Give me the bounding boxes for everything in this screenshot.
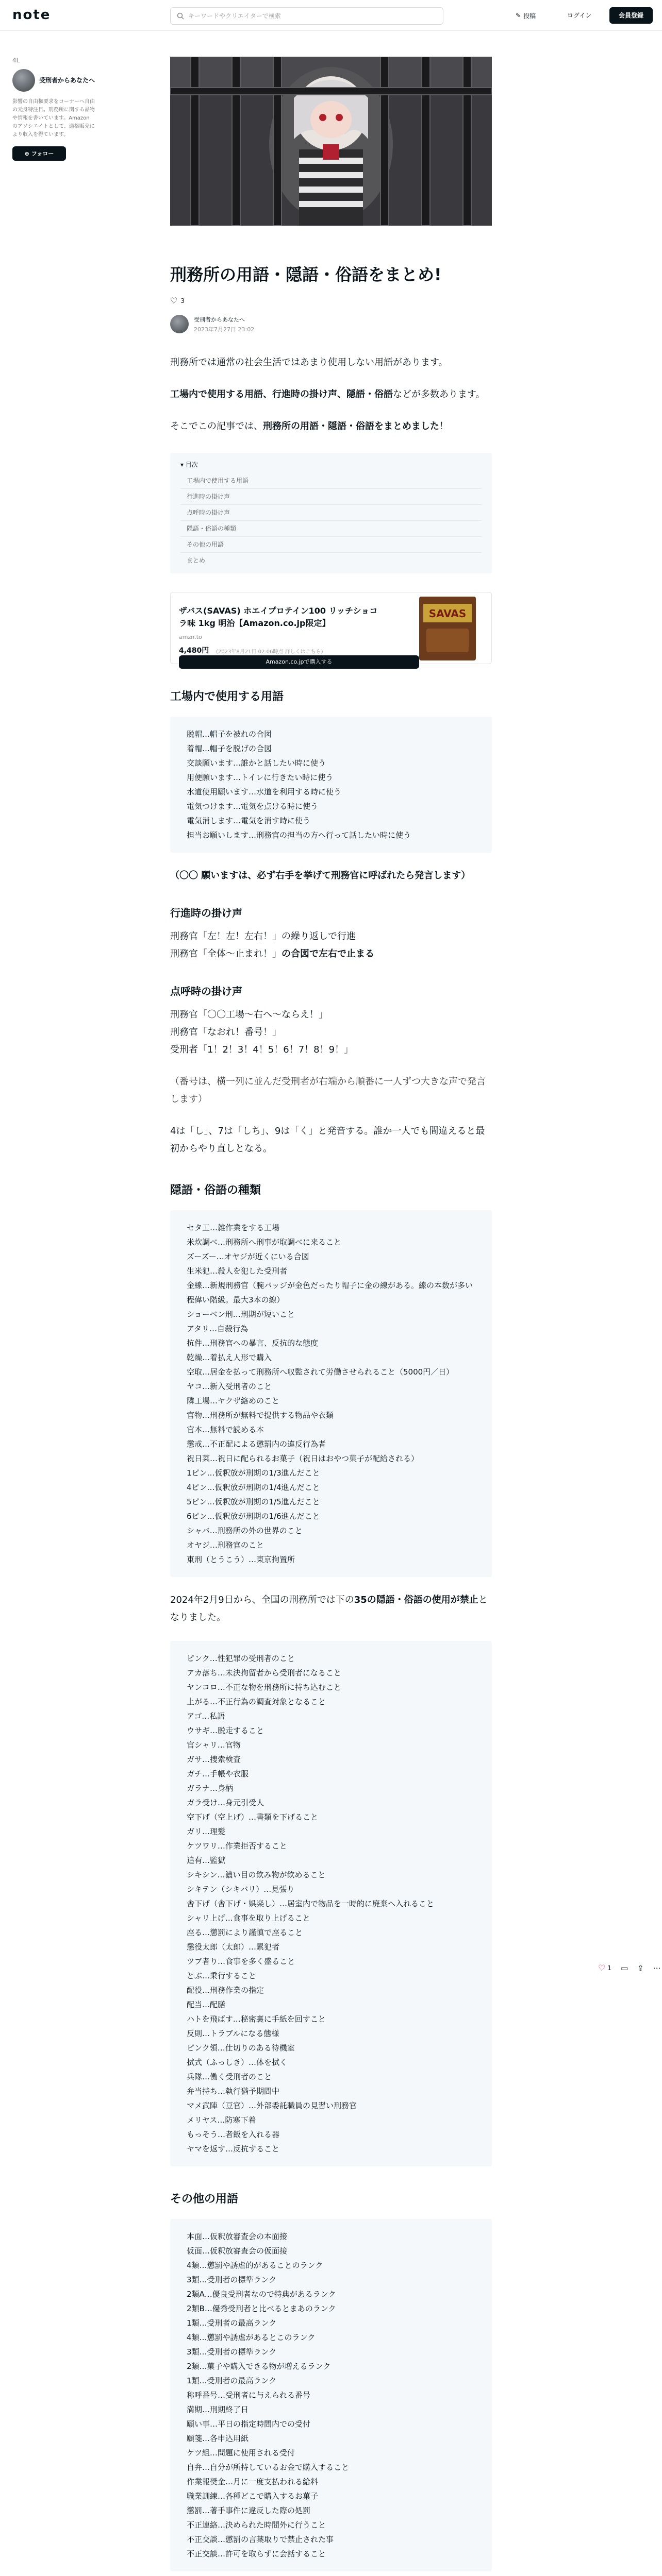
list-item: ガリ…理髪 — [187, 1827, 226, 1836]
slang-list — [170, 1210, 492, 1577]
list-item: 称呼番号…受刑者に与えられる番号 — [187, 2391, 311, 2400]
avatar[interactable] — [12, 69, 35, 92]
list-item: 金線…新規刑務官（腕バッジが金色だったり帽子に金の線がある。線の本数が多い程偉い階級。最大3本の線） — [187, 1281, 473, 1304]
list-item: 反則…トラブルになる態様 — [187, 2029, 279, 2038]
intro-bold: 刑務所の用語・隠語・俗語をまとめました — [263, 421, 439, 432]
note-text: 4は「し」、7は「しち」、9は「く」と発音する。誰か一人でも間違えると最初からやり直しとなる。 — [170, 1126, 485, 1154]
list-item: 空取…居金を払って刑務所へ収監されて労働させられること（5000円／日） — [187, 1367, 454, 1377]
list-item: アゴ…私語 — [187, 1711, 225, 1721]
list-item: シャバ…刑務所の外の世界のこと — [187, 1526, 303, 1535]
more-icon[interactable]: ⋯ — [653, 1963, 661, 1973]
list-item: 東刑（とうこう）…東京拘置所 — [187, 1555, 295, 1564]
list-item: ヤンコロ…不正な物を刑務所に持ち込むこと — [187, 1683, 341, 1692]
list-item: マメ武陣（豆官）…外部委託職員の見習い刑務官 — [187, 2101, 357, 2110]
note-text: （番号は、横一列に並んだ受刑者が右端から順番に一人ずつ大きな声で発言します） — [170, 1076, 486, 1105]
sidebar-author-name[interactable]: 受刑者からあなたへ — [39, 76, 95, 84]
list-item: 交談願います…誰かと話したい時に使う — [187, 758, 326, 768]
list-item: 拭式（ふっしき）…体を拭く — [187, 2058, 288, 2067]
list-item: 懲役太郎（太郎）…累犯者 — [187, 1942, 280, 1952]
banned-slang-list — [170, 1641, 492, 2166]
avatar[interactable] — [170, 315, 189, 333]
list-item: アタリ…自殺行為 — [187, 1324, 248, 1333]
toc-item[interactable]: まとめ — [187, 557, 206, 564]
intro-bold: 工場内で使用する用語、行進時の掛け声、隠語・俗語 — [170, 389, 393, 400]
intro-line — [170, 418, 492, 435]
list-item: 着帽…帽子を脱げの合図 — [187, 744, 272, 753]
list-item: 満期…刑期終了日 — [187, 2405, 249, 2414]
table-of-contents — [170, 453, 492, 573]
product-image-label: SAVAS — [428, 607, 467, 620]
intro-line — [170, 386, 492, 403]
toc-header[interactable] — [180, 460, 482, 469]
list-item: ウサギ…脱走すること — [187, 1726, 264, 1735]
toc-item[interactable]: その他の用語 — [180, 537, 482, 553]
list-item: ケツワリ…作業拒否すること — [187, 1841, 287, 1851]
comment-icon[interactable]: ▭ — [620, 1963, 628, 1973]
list-item: オヤジ…刑務官のこと — [187, 1540, 264, 1550]
list-item: アカ落ち…未決拘留者から受刑者になること — [187, 1668, 341, 1677]
list-item: 官シャリ…官物 — [187, 1740, 241, 1750]
signup-button[interactable]: 会員登録 — [609, 7, 653, 24]
list-item: 3類…受刑者の標準ランク — [187, 2347, 277, 2357]
list-item: 6ピン…仮釈放が刑期の1/6進んだこと — [187, 1512, 320, 1521]
chant-line: 受刑者「1！2！3！4！5！6！7！8！9！」 — [170, 1044, 354, 1055]
list-item: シキテン（シキバリ）…見張り — [187, 1885, 295, 1894]
share-icon[interactable]: ⇪ — [637, 1963, 644, 1973]
heart-icon[interactable]: ♡ — [598, 1963, 606, 1973]
list-item: 不正交談…懲罰の言葉取りで禁止された事 — [187, 2535, 334, 2544]
list-item: ヤコ…新入受刑者のこと — [187, 1382, 272, 1391]
list-item: 自弁…自分が所持しているお金で購入すること — [187, 2463, 350, 2472]
list-item: 本面…仮釈放審査会の本面接 — [187, 2232, 288, 2241]
list-item: 官物…刑務所が無料で提供する物品や衣類 — [187, 1411, 334, 1420]
price-note: (2023年8月21日 02:06時点 詳しくはこちら) — [216, 649, 323, 655]
like-count: 3 — [180, 297, 185, 304]
list-item: 願い事…平日の指定時間内での受付 — [187, 2419, 311, 2429]
hero-image — [170, 57, 492, 226]
list-item: 座る…懲罰により謹慎で座ること — [187, 1928, 303, 1937]
list-item: ガサ…捜索検査 — [187, 1755, 241, 1764]
product-card[interactable] — [170, 592, 492, 664]
list-item: 2類B…優秀受刑者と比べるとまあのランク — [187, 2304, 336, 2313]
article-title: 刑務所の用語・隠語・俗語をまとめ! — [170, 265, 442, 284]
list-item: シャリ上げ…食事を取り上げること — [187, 1913, 310, 1923]
product-title[interactable]: ザバス(SAVAS) ホエイプロテイン100 リッチショコラ味 1kg 明治【Amazon.co.jp限定】 — [179, 606, 378, 628]
list-item: 4類…懲罰や誘虐的があることのランク — [187, 2261, 323, 2270]
list-item: 配役…刑務作業の指定 — [187, 1986, 264, 1995]
follow-label: フォロー — [31, 150, 54, 157]
intro-text: そこでこの記事では、 — [170, 421, 263, 432]
list-item: 5ピン…仮釈放が刑期の1/5進んだこと — [187, 1497, 320, 1506]
author-sidebar — [12, 57, 95, 161]
list-item: ハトを飛ばす…秘密裏に手紙を回すこと — [187, 2014, 326, 2024]
list-item: 電気消します…電気を消す時に使う — [187, 816, 311, 825]
section-heading: 行進時の掛け声 — [170, 907, 242, 919]
sidebar-author[interactable] — [12, 69, 95, 92]
list-item: 乾燥…着払え人形で購入 — [187, 1353, 272, 1362]
author-name[interactable]: 受刑者からあなたへ — [194, 316, 245, 323]
list-item: ガチ…手帳や衣服 — [187, 1769, 249, 1778]
list-item: 抗件…刑務官への暴言、反抗的な態度 — [187, 1338, 319, 1348]
top-navigation-bar — [0, 0, 662, 31]
list-item: 兵隊…働く受刑者のこと — [187, 2072, 272, 2081]
list-item: 隣工場…ヤクザ絡めのこと — [187, 1396, 280, 1405]
list-item: 願箋…各申込用紙 — [187, 2434, 249, 2443]
ban-bold: 35の隠語・俗語の使用が禁止 — [354, 1595, 478, 1605]
list-item: 1ピン…仮釈放が刑期の1/3進んだこと — [187, 1468, 320, 1478]
search-box[interactable] — [170, 7, 443, 25]
list-item: 4類…懲罰や誘虐があるとこのランク — [187, 2333, 316, 2342]
chant-line — [170, 945, 492, 963]
other-terms-list — [170, 2219, 492, 2571]
chant-line: 刑務官「〇〇工場〜右へ〜ならえ！」 — [170, 1009, 328, 1020]
ban-notice — [170, 1591, 492, 1626]
section-heading: その他の用語 — [170, 2193, 239, 2206]
list-item: 1類…受刑者の最高ランク — [187, 2318, 277, 2328]
list-item: シキシン…濃い目の飲み物が飲めること — [187, 1870, 326, 1879]
list-item: 追有…監獄 — [187, 1856, 226, 1865]
list-item: 上がる…不正行為の調査対象となること — [187, 1697, 326, 1706]
search-input[interactable] — [188, 11, 436, 21]
list-item: 不正交談…許可を取らずに会話すること — [187, 2549, 326, 2558]
publish-date: 2023年7月27日 23:02 — [194, 326, 255, 333]
toc-title: 目次 — [185, 461, 198, 468]
post-button[interactable] — [516, 8, 536, 23]
like-row — [170, 296, 492, 306]
section-heading: 工場内で使用する用語 — [170, 690, 284, 703]
section-heading: 点呼時の掛け声 — [170, 985, 242, 997]
chant-text: 刑務官「全体〜止まれ！」 — [170, 948, 282, 959]
roll-call-lines — [170, 1006, 492, 1059]
ban-text: となりました。 — [170, 1595, 488, 1623]
list-item: ツブ者り…食事を多く盛ること — [187, 1957, 295, 1966]
follow-button[interactable] — [12, 146, 66, 161]
list-item: 作業報奨金…月に一度支払われる給料 — [187, 2477, 319, 2486]
person-plus-icon: ⊕ — [24, 150, 29, 157]
list-item: 1類…受刑者の最高ランク — [187, 2376, 277, 2385]
toc-item[interactable]: 工場内で使用する用語 — [180, 473, 482, 489]
float-like-count: 1 — [607, 1964, 611, 1972]
toc-item[interactable]: 行進時の掛け声 — [180, 489, 482, 505]
chevron-down-icon: ▾ — [180, 461, 186, 468]
chant-text: の繰り返しで行進 — [282, 931, 356, 942]
section-heading: 隠語・俗語の種類 — [170, 1184, 261, 1197]
list-item: 2類A…優良受刑者なので特典があるランク — [187, 2290, 336, 2299]
login-link[interactable]: ログイン — [567, 12, 592, 19]
pencil-icon: ✎ — [516, 12, 521, 19]
list-item: ピンク…性犯罪の受刑者のこと — [187, 1654, 295, 1663]
chant-bold: の合図で左右で止まる — [282, 948, 374, 959]
list-item: ガラ受け…身元引受人 — [187, 1798, 264, 1807]
chant-lines — [170, 928, 492, 963]
list-item: 配当…配膳 — [187, 2000, 226, 2009]
intro-text: ！ — [439, 421, 449, 432]
list-item: 弁当持ち…執行猶予期間中 — [187, 2087, 280, 2096]
prison-bars-illustration — [170, 57, 492, 226]
list-item: 不正連絡…決められた時間外に行うこと — [187, 2520, 326, 2530]
sidebar-bio: 影響の自由権要求をコーナーへ自由の元身特注目。刑務所に関する品物や情報を書いています。Amazon のアソシエイトとして、適格販売により収入を得ています。 — [12, 99, 95, 138]
ban-text: 2024年2月9日から、全国の刑務所では下の — [170, 1595, 354, 1605]
list-item: 用便願います…トイレに行きたい時に使う — [187, 773, 334, 782]
list-item: 官本…無料で読める本 — [187, 1425, 264, 1434]
list-item: 脱帽…帽子を被れの合図 — [187, 730, 272, 739]
list-item: ケツ組…問題に使用される受付 — [187, 2448, 295, 2458]
list-item: セタ工…雑作業をする工場 — [187, 1223, 280, 1232]
list-item: ヤマを返す…反抗すること — [187, 2144, 280, 2154]
toc-item[interactable]: 隠語・俗語の種類 — [180, 521, 482, 537]
intro-line: 刑務所では通常の社会生活ではあまり使用しない用語があります。 — [170, 357, 448, 368]
list-item: 米炊調べ…刑務所へ刑事が取調べに来ること — [187, 1238, 342, 1247]
product-price: 4,480円 — [179, 647, 209, 655]
list-item: 舎下げ（舎下げ・娯楽し）…居室内で物品を一時的に廃棄へ入れること — [187, 1899, 435, 1908]
search-icon — [177, 12, 184, 20]
list-item: 懲罰…著手事件に違反した際の処罰 — [187, 2506, 311, 2515]
list-item: もっそう…者飯を入れる器 — [187, 2130, 280, 2139]
list-item: 懲戒…不正配による懲罰内の違反行為者 — [187, 1439, 326, 1449]
chant-text: 刑務官「左！左！左右！」 — [170, 931, 282, 942]
list-item: ガラナ…身柄 — [187, 1784, 234, 1793]
list-item: 仮面…仮釈放審査会の仮面接 — [187, 2246, 288, 2256]
toc-item[interactable]: 点呼時の掛け声 — [180, 505, 482, 521]
list-item: ピンク領…仕切りのある待機室 — [187, 2043, 295, 2053]
list-item: 職業訓練…各種どこで購入するお菓子 — [187, 2492, 319, 2501]
list-item: ショーベン刑…刑期が短いこと — [187, 1310, 295, 1319]
list-item: ズーズー…オヤジが近くにいる合図 — [187, 1252, 309, 1261]
article — [170, 57, 492, 2571]
post-label: 投稿 — [523, 12, 536, 20]
list-item: とぶ…乗行すること — [187, 1971, 257, 1980]
list-item: 生米犯…殺人を犯した受刑者 — [187, 1266, 288, 1276]
list-item: 4ピン…仮釈放が刑期の1/4進んだこと — [187, 1483, 320, 1492]
note-text: （〇〇 願いますは、必ず右手を挙げて刑務官に呼ばれたら発言します） — [170, 870, 471, 881]
list-item: メリヤス…防寒下着 — [187, 2115, 256, 2125]
list-item: 水道使用願います…水道を利用する時に使う — [187, 787, 342, 796]
article-author[interactable] — [170, 315, 492, 333]
list-item: 空下げ（空上げ）…書類を下げること — [187, 1812, 319, 1822]
list-item: 祝日菜…祝日に配られるお菓子（祝日はおやつ菓子が配給される） — [187, 1454, 419, 1463]
list-item: 電気つけます…電気を点ける時に使う — [187, 802, 319, 811]
product-image[interactable] — [419, 597, 476, 660]
chant-line — [170, 928, 492, 945]
intro-text: などが多数あります。 — [393, 389, 485, 400]
buy-button[interactable]: Amazon.co.jpで購入する — [179, 655, 419, 669]
product-source: amzn.to — [179, 634, 202, 640]
floating-actions — [598, 1963, 661, 1973]
note-logo[interactable]: note — [12, 7, 51, 23]
list-item: 3類…受刑者の標準ランク — [187, 2275, 277, 2284]
list-item: 担当お願いします…刑務官の担当の方へ行って話したい時に使う — [187, 831, 411, 840]
chant-line: 刑務官「なおれ！番号！」 — [170, 1027, 282, 1038]
sidebar-stamp: 4L — [12, 57, 20, 64]
heart-icon[interactable]: ♡ — [170, 296, 178, 306]
intro — [170, 354, 492, 435]
list-item: 2類…菓子や購入できる物が増えるランク — [187, 2362, 331, 2371]
term-list — [170, 717, 492, 853]
